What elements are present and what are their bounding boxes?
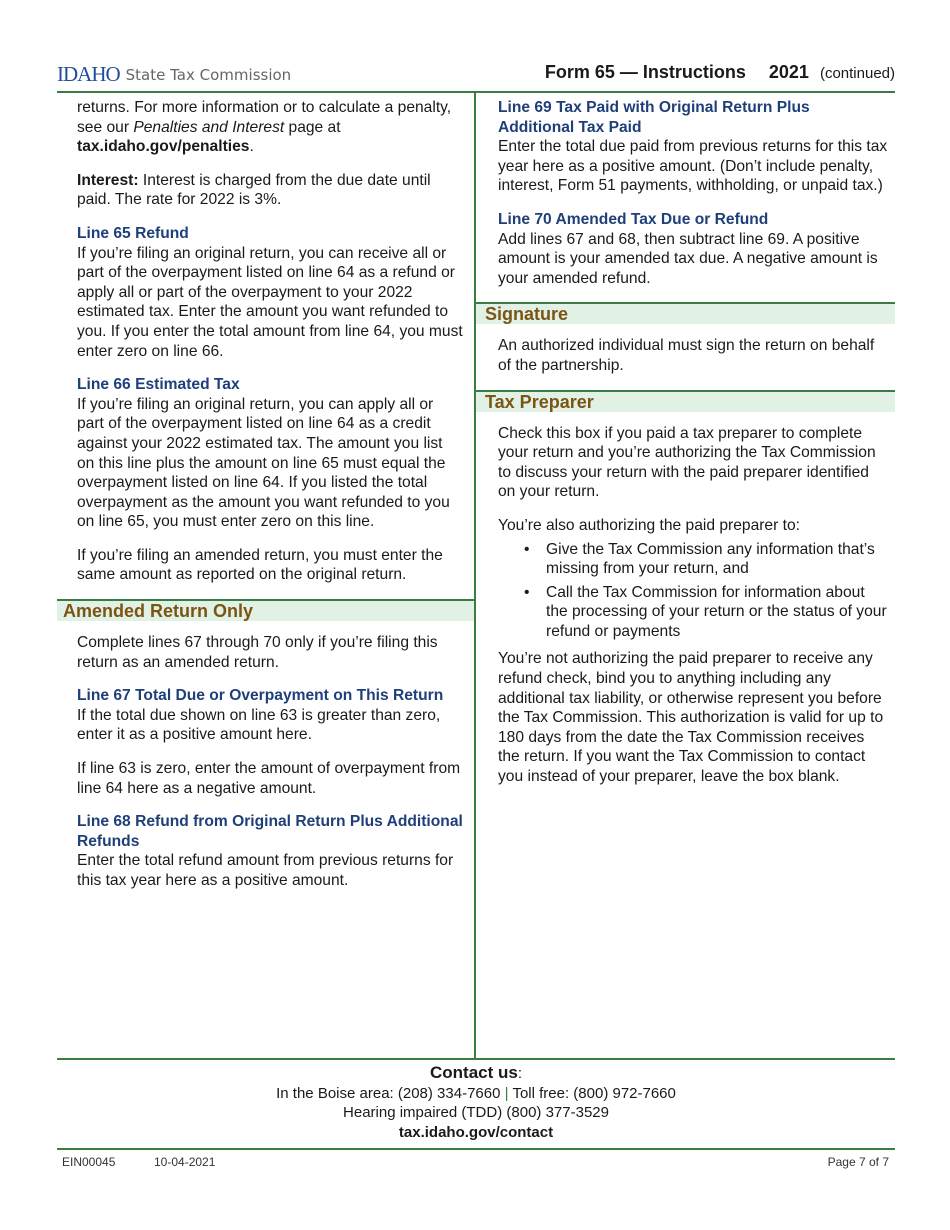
- contact-link[interactable]: tax.idaho.gov/contact: [398, 1123, 554, 1141]
- signature-text: An authorized individual must sign the return on behalf of the partnership.: [498, 337, 875, 374]
- line66-amended-text: If you’re filing an amended return, you must enter the same amount as reported on the original return.: [77, 546, 443, 584]
- separator: |: [504, 1084, 509, 1102]
- tdd-phone: Hearing impaired (TDD) (800) 377-3529: [343, 1104, 609, 1121]
- list-item: • Call the Tax Commission for information about the processing of your return or the status of your refund or payments: [546, 583, 889, 642]
- penalties-link[interactable]: tax.idaho.gov/penalties: [77, 138, 250, 156]
- line65-heading: Line 65 Refund: [77, 224, 189, 242]
- amended-return-heading: Amended Return Only: [57, 599, 474, 621]
- contact-block: Contact us: In the Boise area: (208) 334-7660 | Toll free: (800) 972-7660 Hearing impaired (TDD) (800) 377-3529 tax.idaho.gov/contact: [57, 1063, 895, 1142]
- boise-phone: In the Boise area: (208) 334-7660: [276, 1084, 501, 1102]
- line67-text-2: If line 63 is zero, enter the amount of overpayment from line 64 here as a negative amount.: [77, 760, 461, 797]
- line68-text: Enter the total refund amount from previous returns for this tax year here as a positive amount.: [77, 852, 454, 889]
- form-code: EIN00045: [62, 1155, 116, 1169]
- list-item: • Give the Tax Commission any information that’s missing from your return, and: [546, 540, 889, 579]
- right-column: [476, 98, 895, 801]
- preparer-text: Check this box if you paid a tax preparer to complete your return and you’re authorizing the Tax Commission to discuss your return with the paid preparer identified on your return.: [498, 424, 876, 501]
- line65-text: If you’re filing an original return, you can receive all or part of the overpayment listed on line 64 as a refund or apply all or part of the overpayment to your 2022 estimated tax. Enter the amount you want refunded to you. If you enter the total amount from line 64, you must enter zero on line 66.: [77, 244, 463, 360]
- penalties-page-name: Penalties and Interest: [133, 118, 285, 136]
- interest-label: Interest:: [77, 171, 139, 189]
- contact-phones: [57, 1084, 895, 1104]
- bottom-rule: [57, 1148, 895, 1150]
- preparer-not-text: You’re not authorizing the paid preparer to receive any refund check, bind you to anything including any additional tax liability, or otherwise represent you before the Tax Commission. This authorization is valid for up to 180 days from the date the Tax Commission receives the return. If you want the Tax Commission to contact you instead of your preparer, leave the box blank.: [498, 650, 884, 786]
- header-rule: [57, 91, 895, 93]
- form-title-text: Form 65 — Instructions: [544, 62, 746, 82]
- line70-heading: Line 70 Amended Tax Due or Refund: [498, 210, 769, 228]
- revision-date: 10-04-2021: [154, 1155, 216, 1169]
- line66-heading: Line 66 Estimated Tax: [77, 376, 240, 394]
- line67-heading: Line 67 Total Due or Overpayment on This Return: [77, 687, 444, 705]
- page-number: Page 7 of 7: [827, 1155, 889, 1169]
- page-header: [57, 60, 895, 90]
- line66-text: If you’re filing an original return, you can apply all or part of the overpayment listed on line 64 as a credit against your 2022 estimated tax. The amount you list on this line plus the amount on line 65 must equal the overpayment listed on line 64. If you listed the total overpayment as the amount you want refunded to you on line 65, you must enter zero on this line.: [77, 395, 450, 531]
- preparer-bullet-list: [498, 540, 889, 642]
- line69-heading: Line 69 Tax Paid with Original Return Plus Additional Tax Paid: [498, 99, 810, 136]
- line69-text: Enter the total due paid from previous returns for this tax year here as a positive amount. (Don’t include penalty, interest, Form 51 payments, withholding, or unpaid tax.): [498, 138, 888, 195]
- form-year: 2021: [768, 62, 809, 82]
- idaho-logo: [57, 62, 291, 87]
- interest-paragraph: Interest: Interest is charged from the due date until paid. The rate for 2022 is 3%.: [77, 171, 431, 209]
- signature-heading: Signature: [476, 302, 895, 324]
- continued-label: (continued): [819, 65, 895, 82]
- line70-text: Add lines 67 and 68, then subtract line 69. A positive amount is your amended tax due. A negative amount is your amended refund.: [498, 230, 878, 287]
- amended-intro: Complete lines 67 through 70 only if you’re filing this return as an amended return.: [77, 634, 438, 671]
- penalty-paragraph: returns. For more information or to calculate a penalty, see our Penalties and Interest page at tax.idaho.gov/penalties.: [77, 99, 452, 156]
- left-column: [57, 98, 474, 905]
- line68-heading: Line 68 Refund from Original Return Plus Additional Refunds: [77, 813, 463, 850]
- form-title: [545, 62, 895, 83]
- logo-text: State Tax Commission: [125, 65, 292, 84]
- tax-preparer-heading: Tax Preparer: [476, 390, 895, 412]
- preparer-also-text: You’re also authorizing the paid preparer to:: [498, 516, 800, 534]
- contact-heading: Contact us: [429, 1063, 518, 1082]
- logo-mark: IDAHO: [57, 62, 120, 86]
- tollfree-phone: Toll free: (800) 972-7660: [512, 1084, 676, 1102]
- line67-text: If the total due shown on line 63 is greater than zero, enter it as a positive amount here.: [77, 706, 441, 744]
- footer-rule: [57, 1058, 895, 1060]
